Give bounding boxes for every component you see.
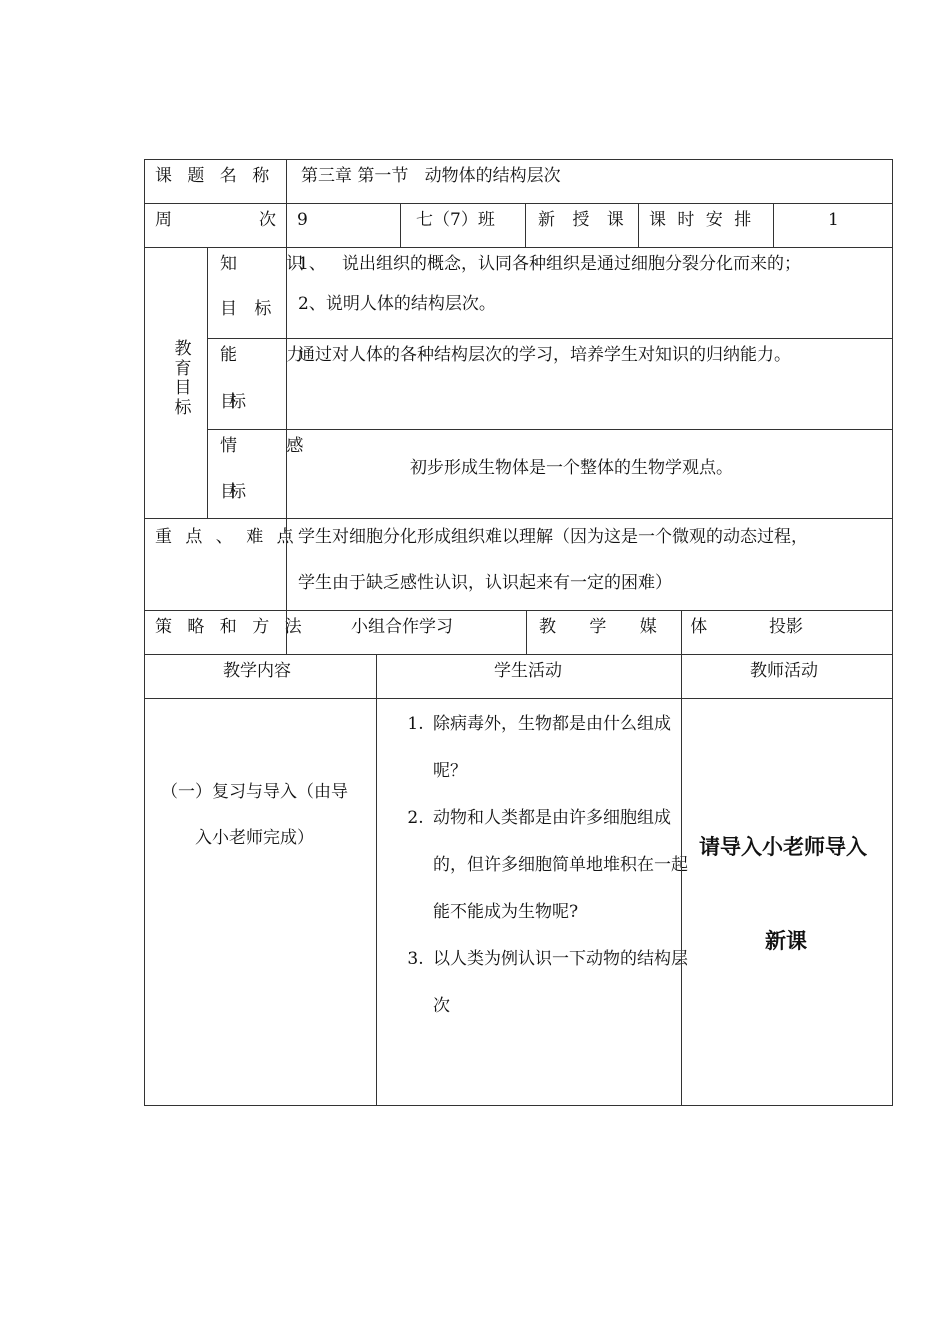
ability-label-2: 目标 bbox=[220, 392, 238, 412]
activity-item-2: 2. 动物和人类都是由许多细胞组成的，但许多细胞简单地堆积在一起能不能成为生物呢? bbox=[429, 795, 691, 936]
goals-label-cell bbox=[144, 247, 208, 519]
media-value-cell bbox=[681, 610, 893, 655]
strategy-value-cell bbox=[286, 610, 527, 655]
media-label-cell bbox=[526, 610, 722, 655]
media-label: 教 学 媒 体 bbox=[539, 617, 722, 637]
teacher-header-cell bbox=[681, 654, 893, 699]
lesson-type: 新 授 课 bbox=[538, 210, 630, 230]
class-value: 七（7）班 bbox=[416, 210, 495, 230]
knowledge-label-cell bbox=[207, 247, 326, 339]
strategy-label: 策 略 和 方 法 bbox=[155, 617, 307, 637]
content-header: 教学内容 bbox=[223, 661, 291, 681]
key-label-cell bbox=[144, 518, 298, 611]
class-cell bbox=[400, 203, 526, 248]
activity-item-3: 3. 以人类为例认识一下动物的结构层次 bbox=[429, 936, 691, 1030]
ability-text-cell bbox=[286, 338, 893, 430]
strategy-value: 小组合作学习 bbox=[351, 617, 453, 637]
teacher-activity-cell bbox=[681, 698, 893, 1106]
emotion-label-2: 目标 bbox=[220, 482, 238, 502]
week-label-cell bbox=[144, 203, 287, 248]
teacher-header: 教师活动 bbox=[750, 661, 818, 681]
title-label: 课 题 名 称 bbox=[155, 166, 275, 186]
emotion-label-cell bbox=[207, 429, 326, 519]
student-activity-cell bbox=[376, 698, 688, 1106]
content-cell bbox=[144, 698, 377, 1106]
schedule-label-cell bbox=[638, 203, 774, 248]
ability-label-1: 能 力 bbox=[220, 345, 326, 365]
type-cell bbox=[525, 203, 639, 248]
media-value: 投影 bbox=[769, 617, 803, 637]
title-value-cell bbox=[286, 159, 893, 204]
key-label: 重 点 、 难 点 bbox=[155, 527, 298, 547]
periods-value: 1 bbox=[828, 210, 839, 230]
content-text-2: 入小老师完成） bbox=[195, 828, 314, 848]
week-cell bbox=[286, 203, 401, 248]
emotion-label-1: 情 感 bbox=[220, 436, 326, 456]
content-header-cell bbox=[144, 654, 377, 699]
student-header: 学生活动 bbox=[494, 661, 562, 681]
knowledge-label-2: 目 标 bbox=[220, 299, 278, 319]
student-header-cell bbox=[376, 654, 682, 699]
lesson-title: 第三章 第一节 动物体的结构层次 bbox=[301, 166, 561, 186]
schedule-label: 课 时 安 排 bbox=[649, 210, 755, 230]
knowledge-text-cell bbox=[286, 247, 893, 339]
teacher-text-2: 新课 bbox=[765, 929, 807, 953]
title-label-cell bbox=[144, 159, 287, 204]
week-label-2: 次 bbox=[259, 210, 276, 230]
activity-item-1: 1. 除病毒外，生物都是由什么组成呢？ bbox=[429, 701, 691, 795]
knowledge-label-1: 知 识 bbox=[220, 254, 326, 274]
key-text-1: 学生对细胞分化形成组织难以理解（因为这是一个微观的动态过程， bbox=[298, 527, 808, 547]
knowledge-text-2: 2、说明人体的结构层次。 bbox=[298, 294, 496, 314]
periods-cell bbox=[773, 203, 893, 248]
ability-label-cell bbox=[207, 338, 326, 430]
ability-text: 通过对人体的各种结构层次的学习，培养学生对知识的归纳能力。 bbox=[298, 345, 791, 365]
content-text-1: （一）复习与导入（由导 bbox=[161, 782, 348, 802]
activity-list bbox=[399, 701, 691, 1030]
week-label: 周 bbox=[155, 210, 172, 230]
emotion-text-cell bbox=[286, 429, 893, 519]
knowledge-text-1: 1、 说出组织的概念，认同各种组织是通过细胞分裂分化而来的； bbox=[298, 254, 802, 274]
goals-label: 教育目标 bbox=[174, 339, 192, 418]
teacher-text-1: 请导入小老师导入 bbox=[699, 835, 867, 859]
key-text-2: 学生由于缺乏感性认识，认识起来有一定的困难） bbox=[298, 573, 672, 593]
key-text-cell bbox=[286, 518, 893, 611]
strategy-label-cell bbox=[144, 610, 307, 655]
emotion-text: 初步形成生物体是一个整体的生物学观点。 bbox=[410, 458, 733, 478]
week-value: 9 bbox=[297, 210, 308, 230]
